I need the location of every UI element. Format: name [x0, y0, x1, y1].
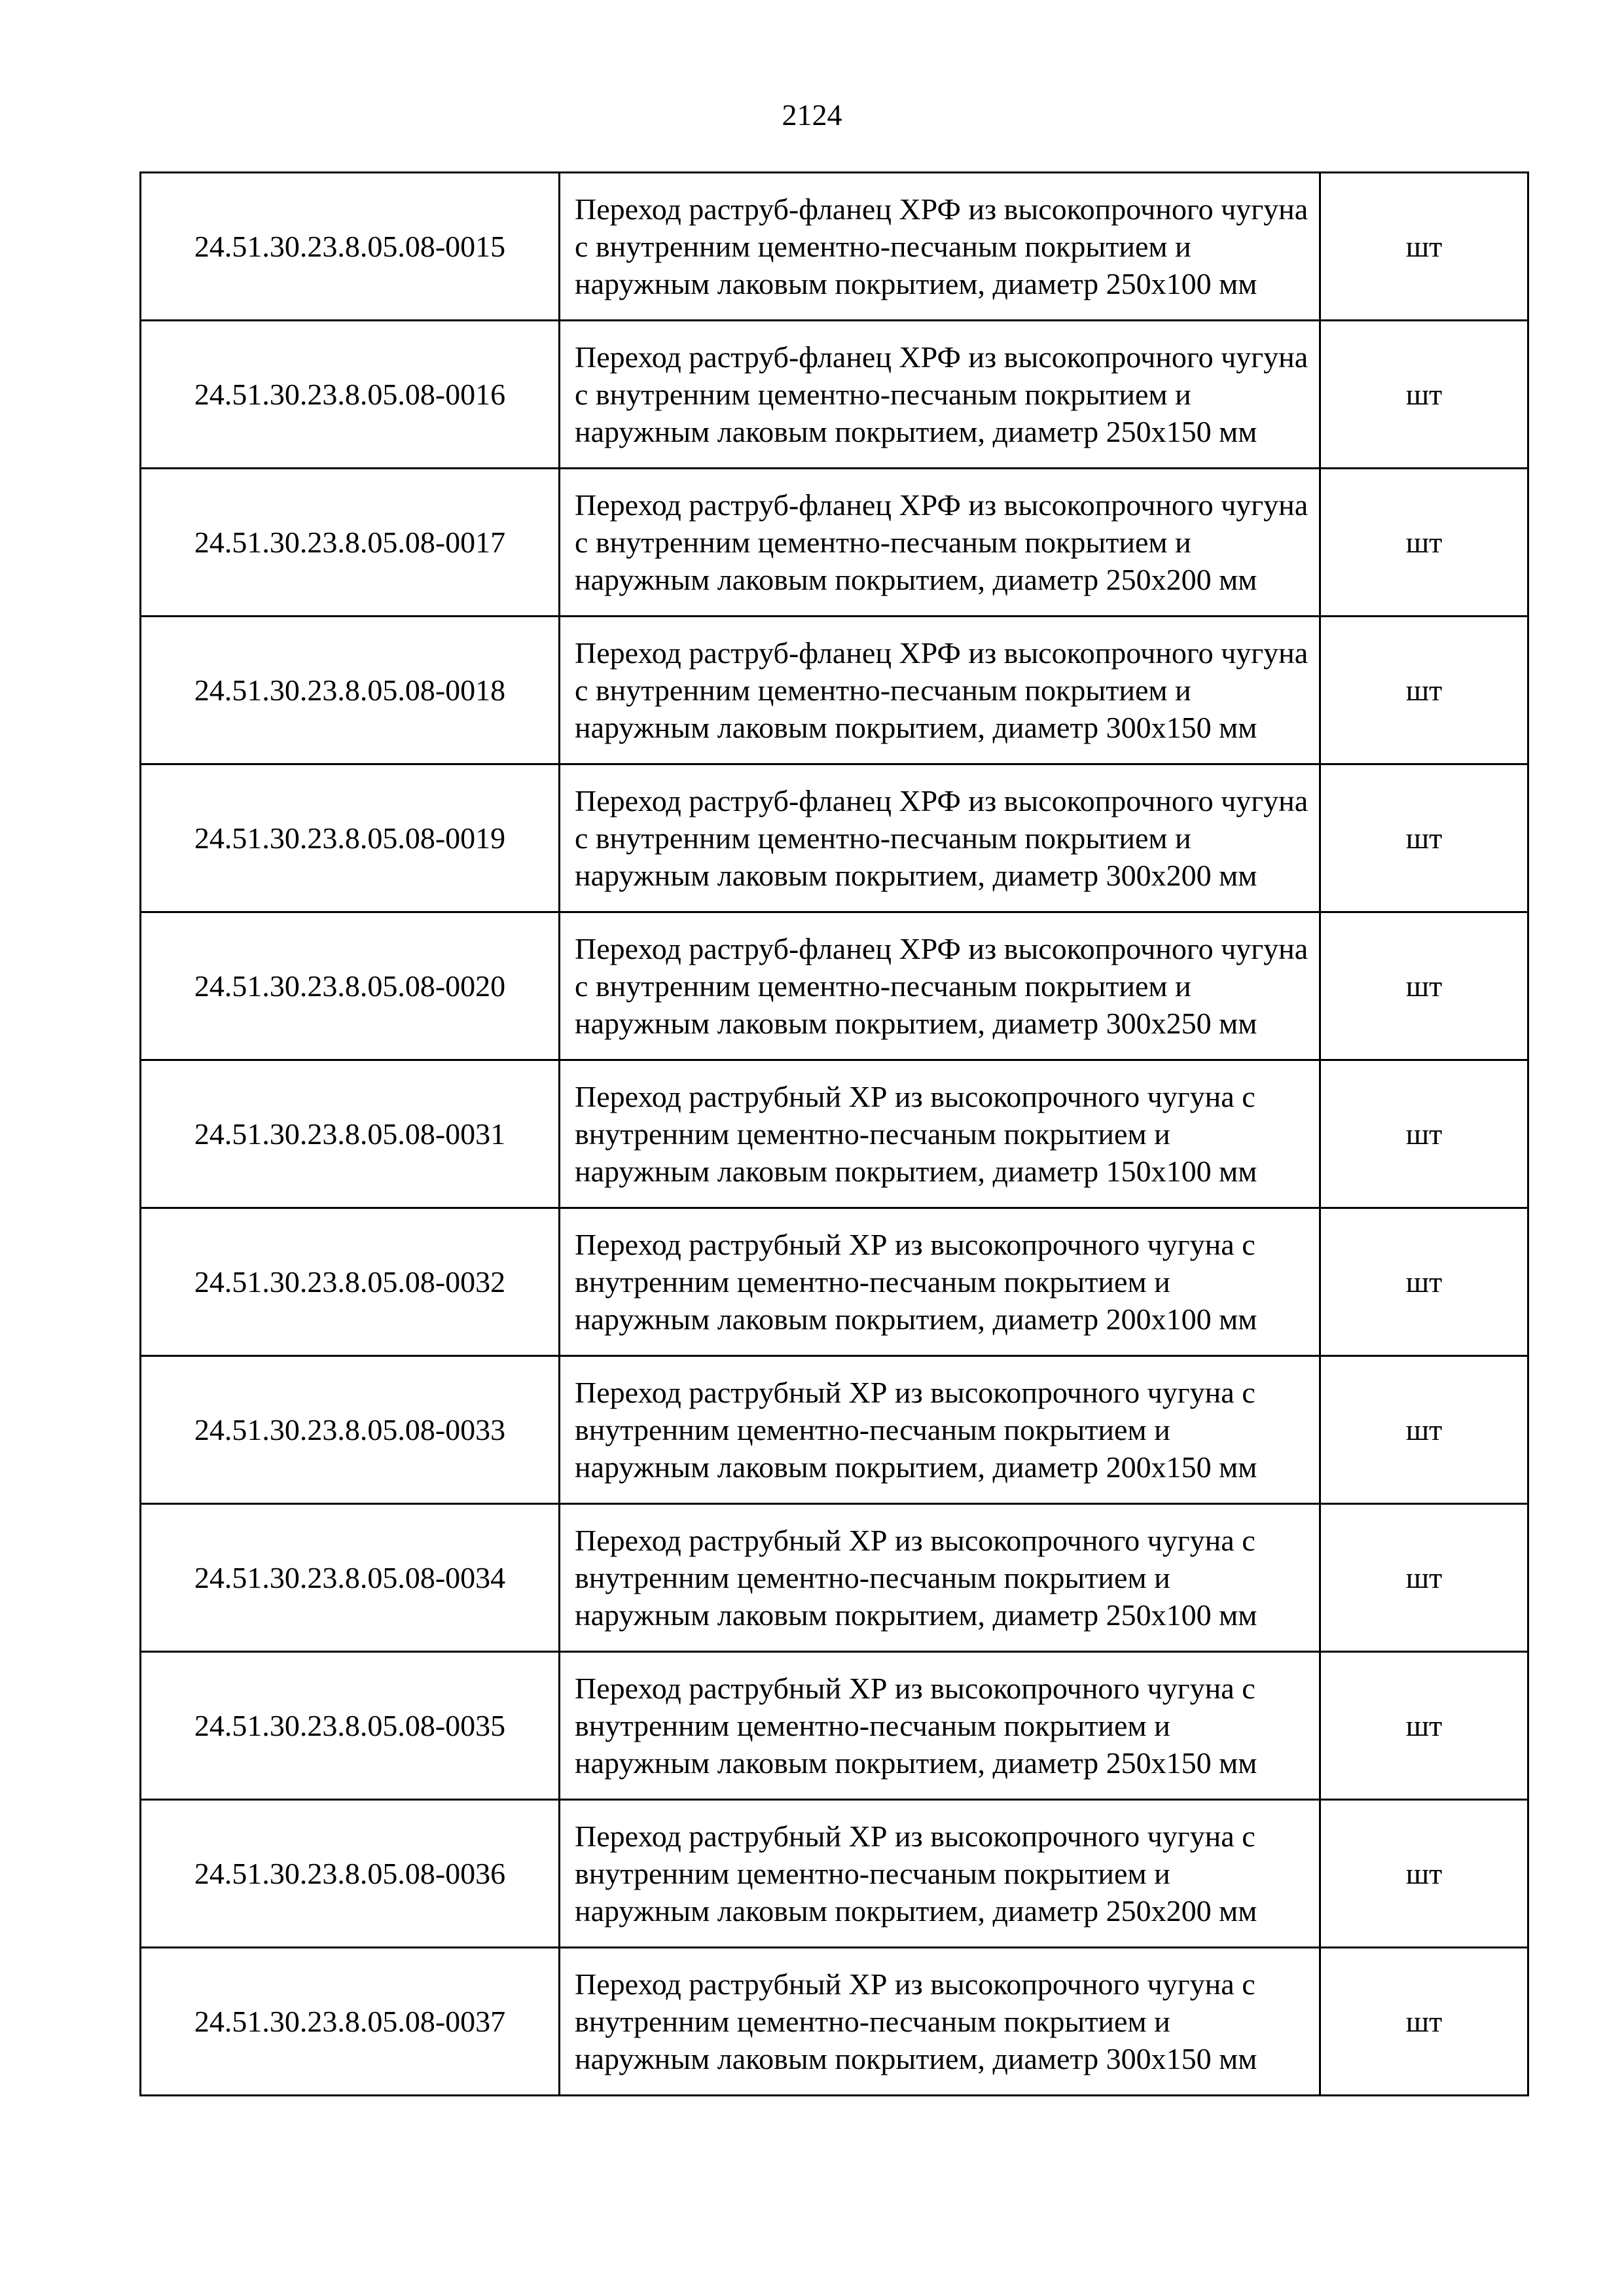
resource-name: Переход раструб-фланец ХРФ из высокопрочного чугуна с внутренним цементно-песчаным покрытием и наружным лаковым покрытием, диаметр 300х250 мм [560, 912, 1320, 1060]
table-row [141, 912, 1528, 1060]
resource-code: 24.51.30.23.8.05.08-0031 [141, 1060, 560, 1208]
resource-table [139, 171, 1529, 2096]
resource-name: Переход раструбный ХР из высокопрочного чугуна с внутренним цементно-песчаным покрытием и наружным лаковым покрытием, диаметр 300х150 мм [560, 1948, 1320, 2096]
resource-name: Переход раструб-фланец ХРФ из высокопрочного чугуна с внутренним цементно-песчаным покрытием и наружным лаковым покрытием, диаметр 300х150 мм [560, 617, 1320, 764]
resource-unit: шт [1320, 1060, 1528, 1208]
resource-name: Переход раструбный ХР из высокопрочного чугуна с внутренним цементно-песчаным покрытием и наружным лаковым покрытием, диаметр 250х100 мм [560, 1504, 1320, 1652]
resource-name: Переход раструбный ХР из высокопрочного чугуна с внутренним цементно-песчаным покрытием и наружным лаковым покрытием, диаметр 200х150 мм [560, 1356, 1320, 1504]
table-row [141, 1208, 1528, 1356]
resource-unit: шт [1320, 764, 1528, 912]
resource-unit: шт [1320, 1208, 1528, 1356]
table-row [141, 173, 1528, 321]
table-row [141, 1060, 1528, 1208]
resource-name: Переход раструбный ХР из высокопрочного чугуна с внутренним цементно-песчаным покрытием и наружным лаковым покрытием, диаметр 150х100 мм [560, 1060, 1320, 1208]
resource-code: 24.51.30.23.8.05.08-0018 [141, 617, 560, 764]
resource-name: Переход раструбный ХР из высокопрочного чугуна с внутренним цементно-песчаным покрытием и наружным лаковым покрытием, диаметр 250х200 мм [560, 1800, 1320, 1948]
resource-code: 24.51.30.23.8.05.08-0037 [141, 1948, 560, 2096]
resource-unit: шт [1320, 617, 1528, 764]
page-number: 2124 [782, 98, 842, 132]
resource-unit: шт [1320, 1948, 1528, 2096]
resource-name: Переход раструб-фланец ХРФ из высокопрочного чугуна с внутренним цементно-песчаным покрытием и наружным лаковым покрытием, диаметр 300х200 мм [560, 764, 1320, 912]
resource-unit: шт [1320, 469, 1528, 617]
table-row [141, 764, 1528, 912]
resource-code: 24.51.30.23.8.05.08-0017 [141, 469, 560, 617]
resource-code: 24.51.30.23.8.05.08-0016 [141, 321, 560, 469]
resource-name: Переход раструб-фланец ХРФ из высокопрочного чугуна с внутренним цементно-песчаным покрытием и наружным лаковым покрытием, диаметр 250х200 мм [560, 469, 1320, 617]
resource-name: Переход раструб-фланец ХРФ из высокопрочного чугуна с внутренним цементно-песчаным покрытием и наружным лаковым покрытием, диаметр 250х100 мм [560, 173, 1320, 321]
resource-unit: шт [1320, 1652, 1528, 1800]
table-row [141, 1800, 1528, 1948]
table-row [141, 1652, 1528, 1800]
table-row [141, 321, 1528, 469]
resource-code: 24.51.30.23.8.05.08-0035 [141, 1652, 560, 1800]
resource-code: 24.51.30.23.8.05.08-0020 [141, 912, 560, 1060]
resource-name: Переход раструб-фланец ХРФ из высокопрочного чугуна с внутренним цементно-песчаным покрытием и наружным лаковым покрытием, диаметр 250х150 мм [560, 321, 1320, 469]
resource-unit: шт [1320, 1356, 1528, 1504]
resource-code: 24.51.30.23.8.05.08-0015 [141, 173, 560, 321]
table-row [141, 1948, 1528, 2096]
resource-unit: шт [1320, 173, 1528, 321]
resource-unit: шт [1320, 912, 1528, 1060]
table-row [141, 617, 1528, 764]
resource-unit: шт [1320, 1800, 1528, 1948]
resource-unit: шт [1320, 1504, 1528, 1652]
resource-code: 24.51.30.23.8.05.08-0032 [141, 1208, 560, 1356]
table-row [141, 1504, 1528, 1652]
resource-code: 24.51.30.23.8.05.08-0033 [141, 1356, 560, 1504]
resource-name: Переход раструбный ХР из высокопрочного чугуна с внутренним цементно-песчаным покрытием и наружным лаковым покрытием, диаметр 250х150 мм [560, 1652, 1320, 1800]
table-row [141, 469, 1528, 617]
resource-code: 24.51.30.23.8.05.08-0034 [141, 1504, 560, 1652]
resource-code: 24.51.30.23.8.05.08-0019 [141, 764, 560, 912]
resource-code: 24.51.30.23.8.05.08-0036 [141, 1800, 560, 1948]
table-row [141, 1356, 1528, 1504]
resource-unit: шт [1320, 321, 1528, 469]
resource-name: Переход раструбный ХР из высокопрочного чугуна с внутренним цементно-песчаным покрытием и наружным лаковым покрытием, диаметр 200х100 мм [560, 1208, 1320, 1356]
